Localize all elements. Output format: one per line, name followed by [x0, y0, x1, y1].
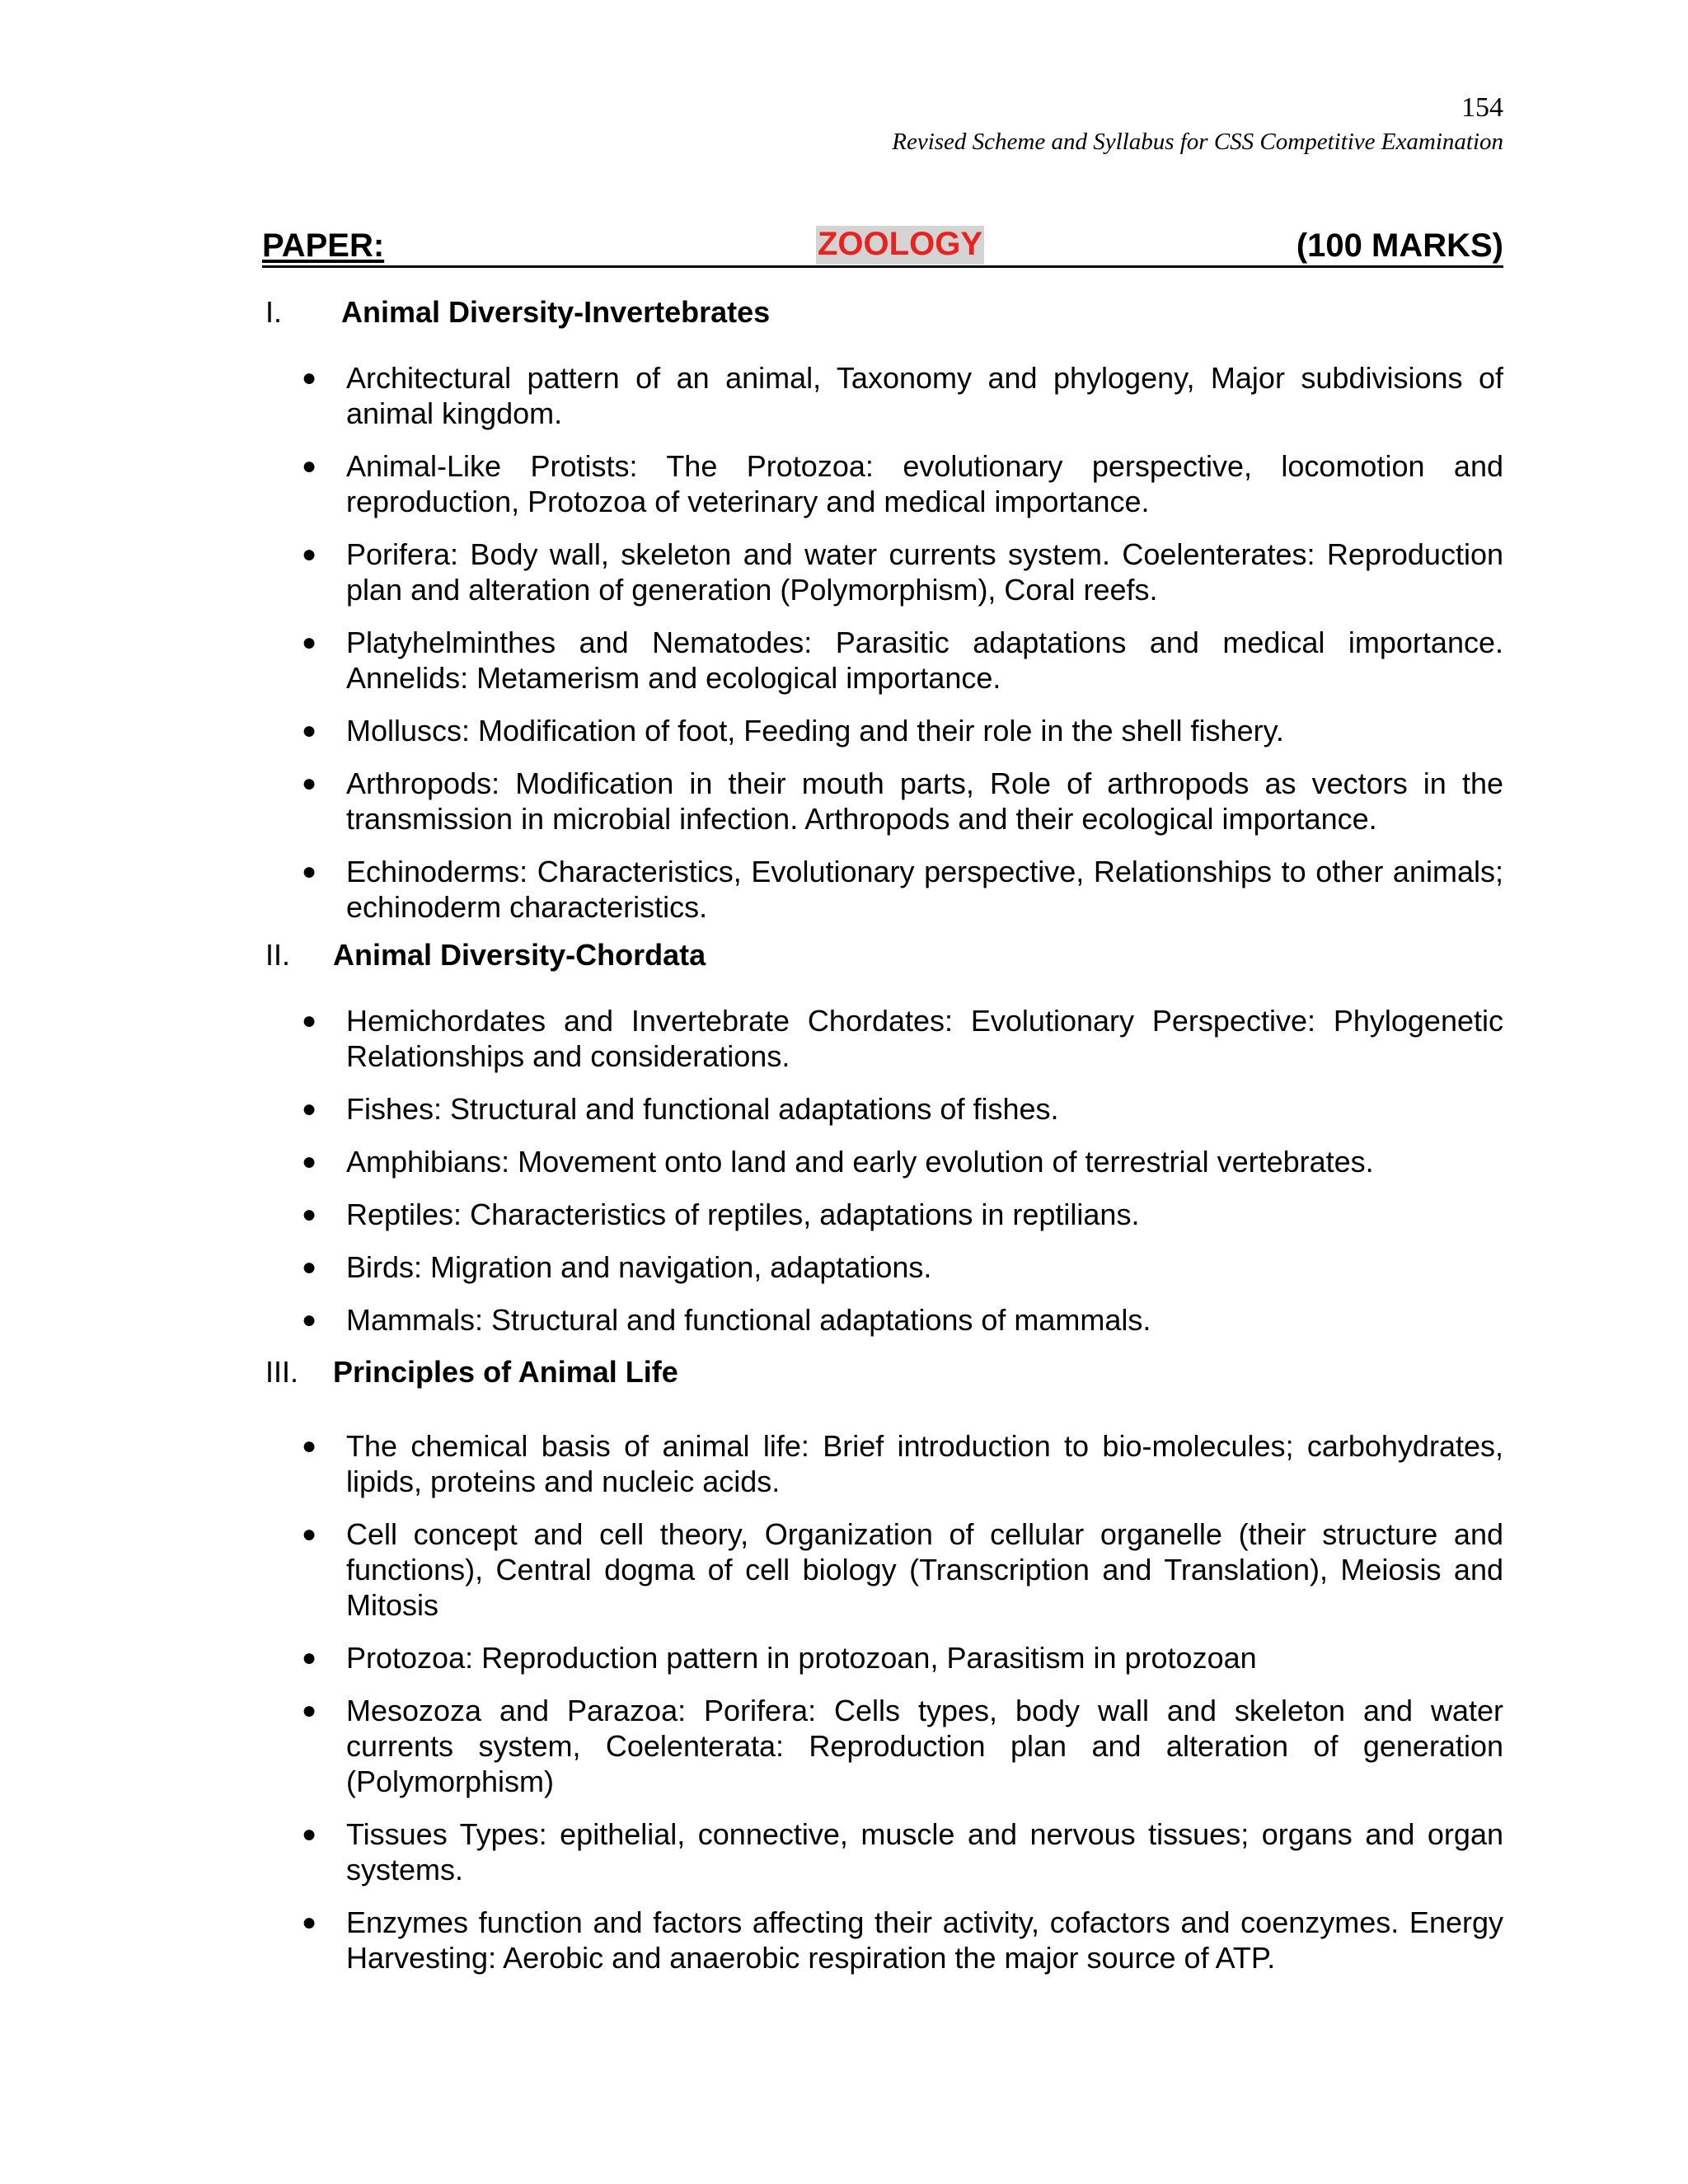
list-item-text: Mammals: Structural and functional adaptations of mammals.	[346, 1303, 1151, 1337]
paper-subject: ZOOLOGY	[816, 226, 984, 265]
list-item	[298, 1428, 1503, 1499]
bullet-icon: ●	[302, 1909, 317, 1936]
list-item-text: Reptiles: Characteristics of reptiles, adaptations in reptilians.	[346, 1197, 1140, 1231]
list-item	[298, 1516, 1503, 1623]
list-item-text: Porifera: Body wall, skeleton and water currents system. Coelenterates: Reproduction plan and alteration of generation (Polymorphism), Coral reefs.	[346, 537, 1503, 607]
bullet-icon: ●	[302, 452, 317, 480]
bullet-icon: ●	[302, 364, 317, 391]
bullet-icon: ●	[302, 770, 317, 797]
section-numeral: II.	[265, 938, 291, 972]
bullet-icon: ●	[302, 1201, 317, 1228]
list-item-text: Amphibians: Movement onto land and early evolution of terrestrial vertebrates.	[346, 1145, 1374, 1179]
list-item-text: Fishes: Structural and functional adaptations of fishes.	[346, 1092, 1059, 1126]
list-item	[298, 1197, 1503, 1232]
list-item	[298, 1640, 1503, 1675]
bullet-icon: ●	[302, 1697, 317, 1724]
list-item	[298, 1003, 1503, 1074]
list-item-text: Echinoderms: Characteristics, Evolutionary perspective, Relationships to other animals; echinoderm characteristics.	[346, 855, 1503, 924]
section-3-items	[298, 1428, 1503, 1993]
bullet-icon: ●	[302, 1821, 317, 1848]
bullet-icon: ●	[302, 858, 317, 885]
running-title: Revised Scheme and Syllabus for CSS Competitive Examination	[892, 129, 1503, 155]
bullet-icon: ●	[302, 1644, 317, 1671]
list-item-text: Molluscs: Modification of foot, Feeding and their role in the shell fishery.	[346, 714, 1284, 748]
section-title: Animal Diversity-Chordata	[333, 938, 706, 972]
bullet-icon: ●	[302, 629, 317, 656]
section-numeral: I.	[265, 295, 283, 329]
list-item	[298, 854, 1503, 925]
paper-label: PAPER:	[262, 227, 385, 264]
list-item	[298, 713, 1503, 748]
section-2-items	[298, 1003, 1503, 1355]
bullet-icon: ●	[302, 1306, 317, 1333]
bullet-icon: ●	[302, 1521, 317, 1548]
list-item-text: Hemichordates and Invertebrate Chordates: Evolutionary Perspective: Phylogenetic Relationships and considerations.	[346, 1004, 1503, 1073]
list-item	[298, 1905, 1503, 1975]
paper-marks: (100 MARKS)	[1296, 227, 1503, 264]
section-title: Animal Diversity-Invertebrates	[341, 295, 771, 329]
bullet-icon: ●	[302, 541, 317, 568]
bullet-icon: ●	[302, 1095, 317, 1122]
bullet-icon: ●	[302, 1254, 317, 1281]
list-item-text: Enzymes function and factors affecting their activity, cofactors and coenzymes. Energy Harvesting: Aerobic and anaerobic respiration the major source of ATP.	[346, 1905, 1503, 1975]
list-item-text: Arthropods: Modification in their mouth parts, Role of arthropods as vectors in the transmission in microbial infection. Arthropods and their ecological importance.	[346, 766, 1503, 836]
paper-heading	[262, 227, 1503, 268]
section-numeral: III.	[265, 1355, 299, 1389]
list-item	[298, 1249, 1503, 1285]
list-item	[298, 1693, 1503, 1799]
list-item-text: Cell concept and cell theory, Organization of cellular organelle (their structure and functions), Central dogma of cell biology (Transcription and Translation), Meiosis and Mitosis	[346, 1517, 1503, 1622]
list-item	[298, 1144, 1503, 1179]
list-item	[298, 1302, 1503, 1338]
list-item-text: Animal-Like Protists: The Protozoa: evolutionary perspective, locomotion and reproduction, Protozoa of veterinary and medical importance.	[346, 449, 1503, 518]
list-item	[298, 537, 1503, 607]
list-item-text: Platyhelminthes and Nematodes: Parasitic adaptations and medical importance. Annelids: Metamerism and ecological importance.	[346, 626, 1503, 695]
list-item	[298, 1091, 1503, 1127]
bullet-icon: ●	[302, 1432, 317, 1460]
bullet-icon: ●	[302, 1148, 317, 1175]
list-item	[298, 625, 1503, 696]
page-number: 154	[1461, 92, 1503, 123]
list-item	[298, 766, 1503, 837]
list-item-text: The chemical basis of animal life: Brief introduction to bio-molecules; carbohydrates, lipids, proteins and nucleic acids.	[346, 1429, 1503, 1498]
list-item-text: Architectural pattern of an animal, Taxonomy and phylogeny, Major subdivisions of animal kingdom.	[346, 361, 1503, 430]
list-item-text: Protozoa: Reproduction pattern in protozoan, Parasitism in protozoan	[346, 1641, 1257, 1675]
list-item	[298, 1816, 1503, 1887]
section-1-items	[298, 360, 1503, 942]
list-item	[298, 448, 1503, 519]
list-item-text: Tissues Types: epithelial, connective, muscle and nervous tissues; organs and organ systems.	[346, 1817, 1503, 1886]
list-item	[298, 360, 1503, 431]
bullet-icon: ●	[302, 1007, 317, 1034]
bullet-icon: ●	[302, 717, 317, 744]
list-item-text: Birds: Migration and navigation, adaptations.	[346, 1250, 932, 1284]
section-title: Principles of Animal Life	[333, 1355, 678, 1389]
list-item-text: Mesozoza and Parazoa: Porifera: Cells types, body wall and skeleton and water currents system, Coelenterata: Reproduction plan and alteration of generation (Polymorphism)	[346, 1694, 1503, 1798]
